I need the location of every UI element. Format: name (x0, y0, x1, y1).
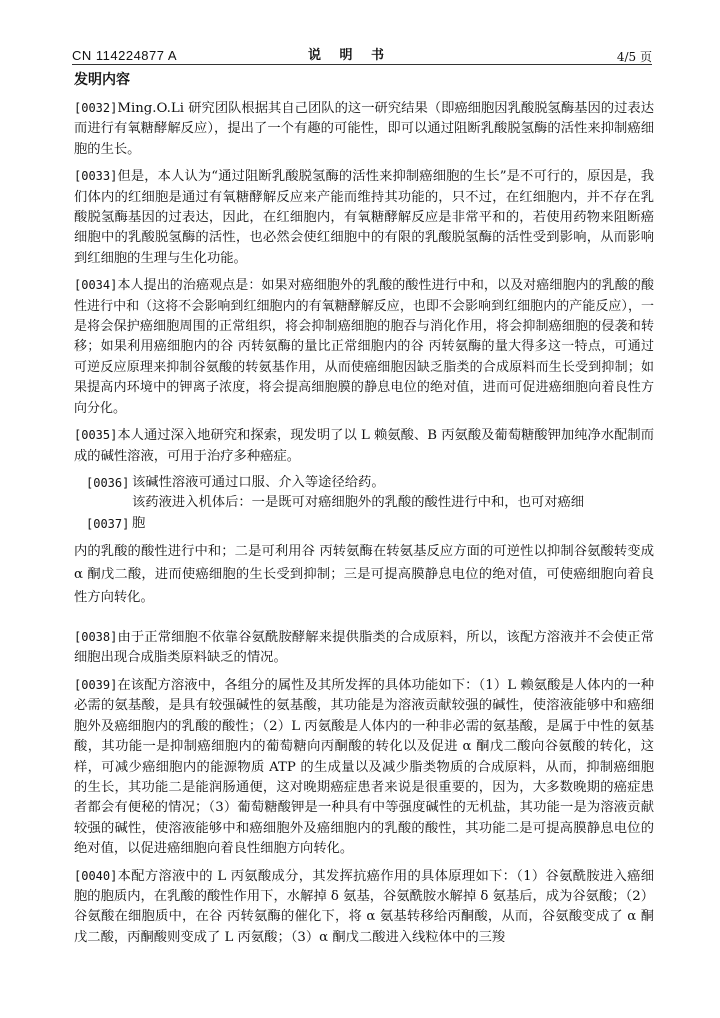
page-number: 4/5 页 (616, 50, 652, 64)
paragraph-0040 (74, 866, 654, 949)
paragraph-text: 本人通过深入地研究和探索，现发明了以 L 赖氨酸、B 丙氨酸及葡萄糖酸钾加纯净水配制而成的碱性溶液，可用于治疗多种癌症。 (74, 428, 654, 464)
paragraph-0033 (74, 166, 654, 269)
paragraph-text: 本配方溶液中的 L 丙氨酸成分，其发挥抗癌作用的具体原理如下：（1）谷氨酰胺进入癌细胞的胞质内，在乳酸的酸性作用下，水解掉 δ 氨基，谷氨酰胺水解掉 δ 氨基后，成为谷氨酸；（2）谷氨酸在细胞质中，在谷 丙转氨酶的催化下，将 α 氨基转移给丙酮酸，从而，谷氨酸变成了 α 酮戊二酸，丙酮酸则变成了 L 丙氨酸；（3）α 酮戊二酸进入线粒体中的三羧 (74, 868, 654, 945)
paragraph-code: [0033] (74, 169, 118, 184)
document-body (74, 70, 654, 954)
paragraph-text-line2: 胞 (132, 515, 146, 531)
document-id: CN 114224877 A (72, 48, 178, 63)
paragraph-code: [0035] (74, 428, 118, 443)
paragraph-0032 (74, 98, 654, 160)
paragraph-text-line1: 该药液进入机体后：一是既可对癌细胞外的乳酸的酸性进行中和，也可对癌细 (132, 495, 585, 511)
paragraph-code: [0038] (74, 630, 118, 645)
paragraph-text: 该碱性溶液可通过口服、介入等途径给药。 (132, 474, 385, 490)
paragraph-code: [0036] (86, 475, 130, 490)
paragraph-text: 在该配方溶液中，各组分的属性及其所发挥的具体功能如下：（1）L 赖氨酸是人体内的一种必需的氨基酸，是具有较强碱性的氨基酸，其功能是为溶液贡献较强的碱性，使溶液能够中和癌细胞外及癌细胞内的乳酸的酸性；（2）L 丙氨酸是人体内的一种非必需的氨基酸，是属于中性的氨基酸，其功能一是抑制癌细胞内的葡萄糖向丙酮酸的转化以及促进 α 酮戊二酸向谷氨酸的转化，这样，可减少癌细胞内的能源物质 ATP 的生成量以及减少脂类物质的合成原料，从而，抑制癌细胞的生长，其功能二是能润肠通便，这对晚期癌症患者来说是很重要的，因为，大多数晚期的癌症患者都会有便秘的情况；（3）葡萄糖酸钾是一种具有中等强度碱性的无机盐，其功能一是为溶液贡献较强的碱性，使溶液能够中和癌细胞外及癌细胞内的乳酸的酸性，其功能二是可提高膜静息电位的绝对值，以促进癌细胞向着良性细胞方向转化。 (74, 677, 654, 857)
paragraph-code: [0039] (74, 677, 118, 692)
paragraph-code: [0040] (74, 868, 118, 883)
paragraph-text: 本人提出的治癌观点是：如果对癌细胞外的乳酸的酸性进行中和，以及对癌细胞内的乳酸的酸性进行中和（这将不会影响到红细胞内的有氧糖酵解反应，也即不会影响到红细胞内的产能反应），一是将会保护癌细胞周围的正常组织，将会抑制癌细胞的胞吞与消化作用，将会抑制癌细胞的侵袭和转移；如果利用癌细胞内的谷 丙转氨酶的量比正常细胞内的谷 丙转氨酶的量大得多这一特点，可通过可逆反应原理来抑制谷氨酸的转氨基作用，从而使癌细胞因缺乏脂类的合成原料而生长受到抑制；如果提高内环境中的钾离子浓度，将会提高细胞膜的静息电位的绝对值，进而可促进癌细胞向着良性方向分化。 (74, 278, 654, 416)
paragraph-0038 (74, 627, 654, 669)
paragraph-0034 (74, 275, 654, 419)
paragraph-code: [0032] (74, 101, 118, 115)
paragraph-continuation: 内的乳酸的酸性进行中和；二是可利用谷 丙转氨酶在转氨基反应方面的可逆性以抑制谷氨酸转变成α 酮戊二酸，进而使癌细胞的生长受到抑制；三是可提高膜静息电位的绝对值，可使癌细胞向着良性方向转化。 (74, 544, 654, 606)
paragraph-0036 (74, 473, 654, 493)
paragraph-code: [0037] (86, 516, 130, 531)
paragraph-0035 (74, 425, 654, 467)
paragraph-text: 但是，本人认为“通过阻断乳酸脱氢酶的活性来抑制癌细胞的生长”是不可行的，原因是，我们体内的红细胞是通过有氧糖酵解反应来产能而维持其功能的，只不过，在红细胞内，并不存在乳酸脱氢酶基因的过表达，因此，在红细胞内，有氧糖酵解反应是非常平和的，若使用药物来阻断癌细胞中的乳酸脱氢酶的活性，也必然会使红细胞中的有限的乳酸脱氢酶的活性受到影响，从而影响到红细胞的生理与生化功能。 (74, 169, 654, 266)
header-rule (72, 64, 652, 65)
paragraph-code: [0034] (74, 278, 118, 293)
section-title: 发明内容 (74, 72, 130, 88)
page-header (72, 44, 652, 64)
paragraph-text: Ming.O.Li 研究团队根据其自己团队的这一研究结果（即癌细胞因乳酸脱氢酶基因的过表达而进行有氧糖酵解反应），提出了一个有趣的可能性，即可以通过阻断乳酸脱氢酶的活性来抑制癌细胞的生长。 (74, 101, 654, 157)
document-type-title: 说 明 书 (308, 48, 392, 63)
paragraph-0039 (74, 675, 654, 860)
paragraph-text: 由于正常细胞不依靠谷氨酰胺酵解来提供脂类的合成原料，所以，该配方溶液并不会使正常细胞出现合成脂类原料缺乏的情况。 (74, 630, 654, 666)
paragraph-0037 (74, 493, 654, 609)
